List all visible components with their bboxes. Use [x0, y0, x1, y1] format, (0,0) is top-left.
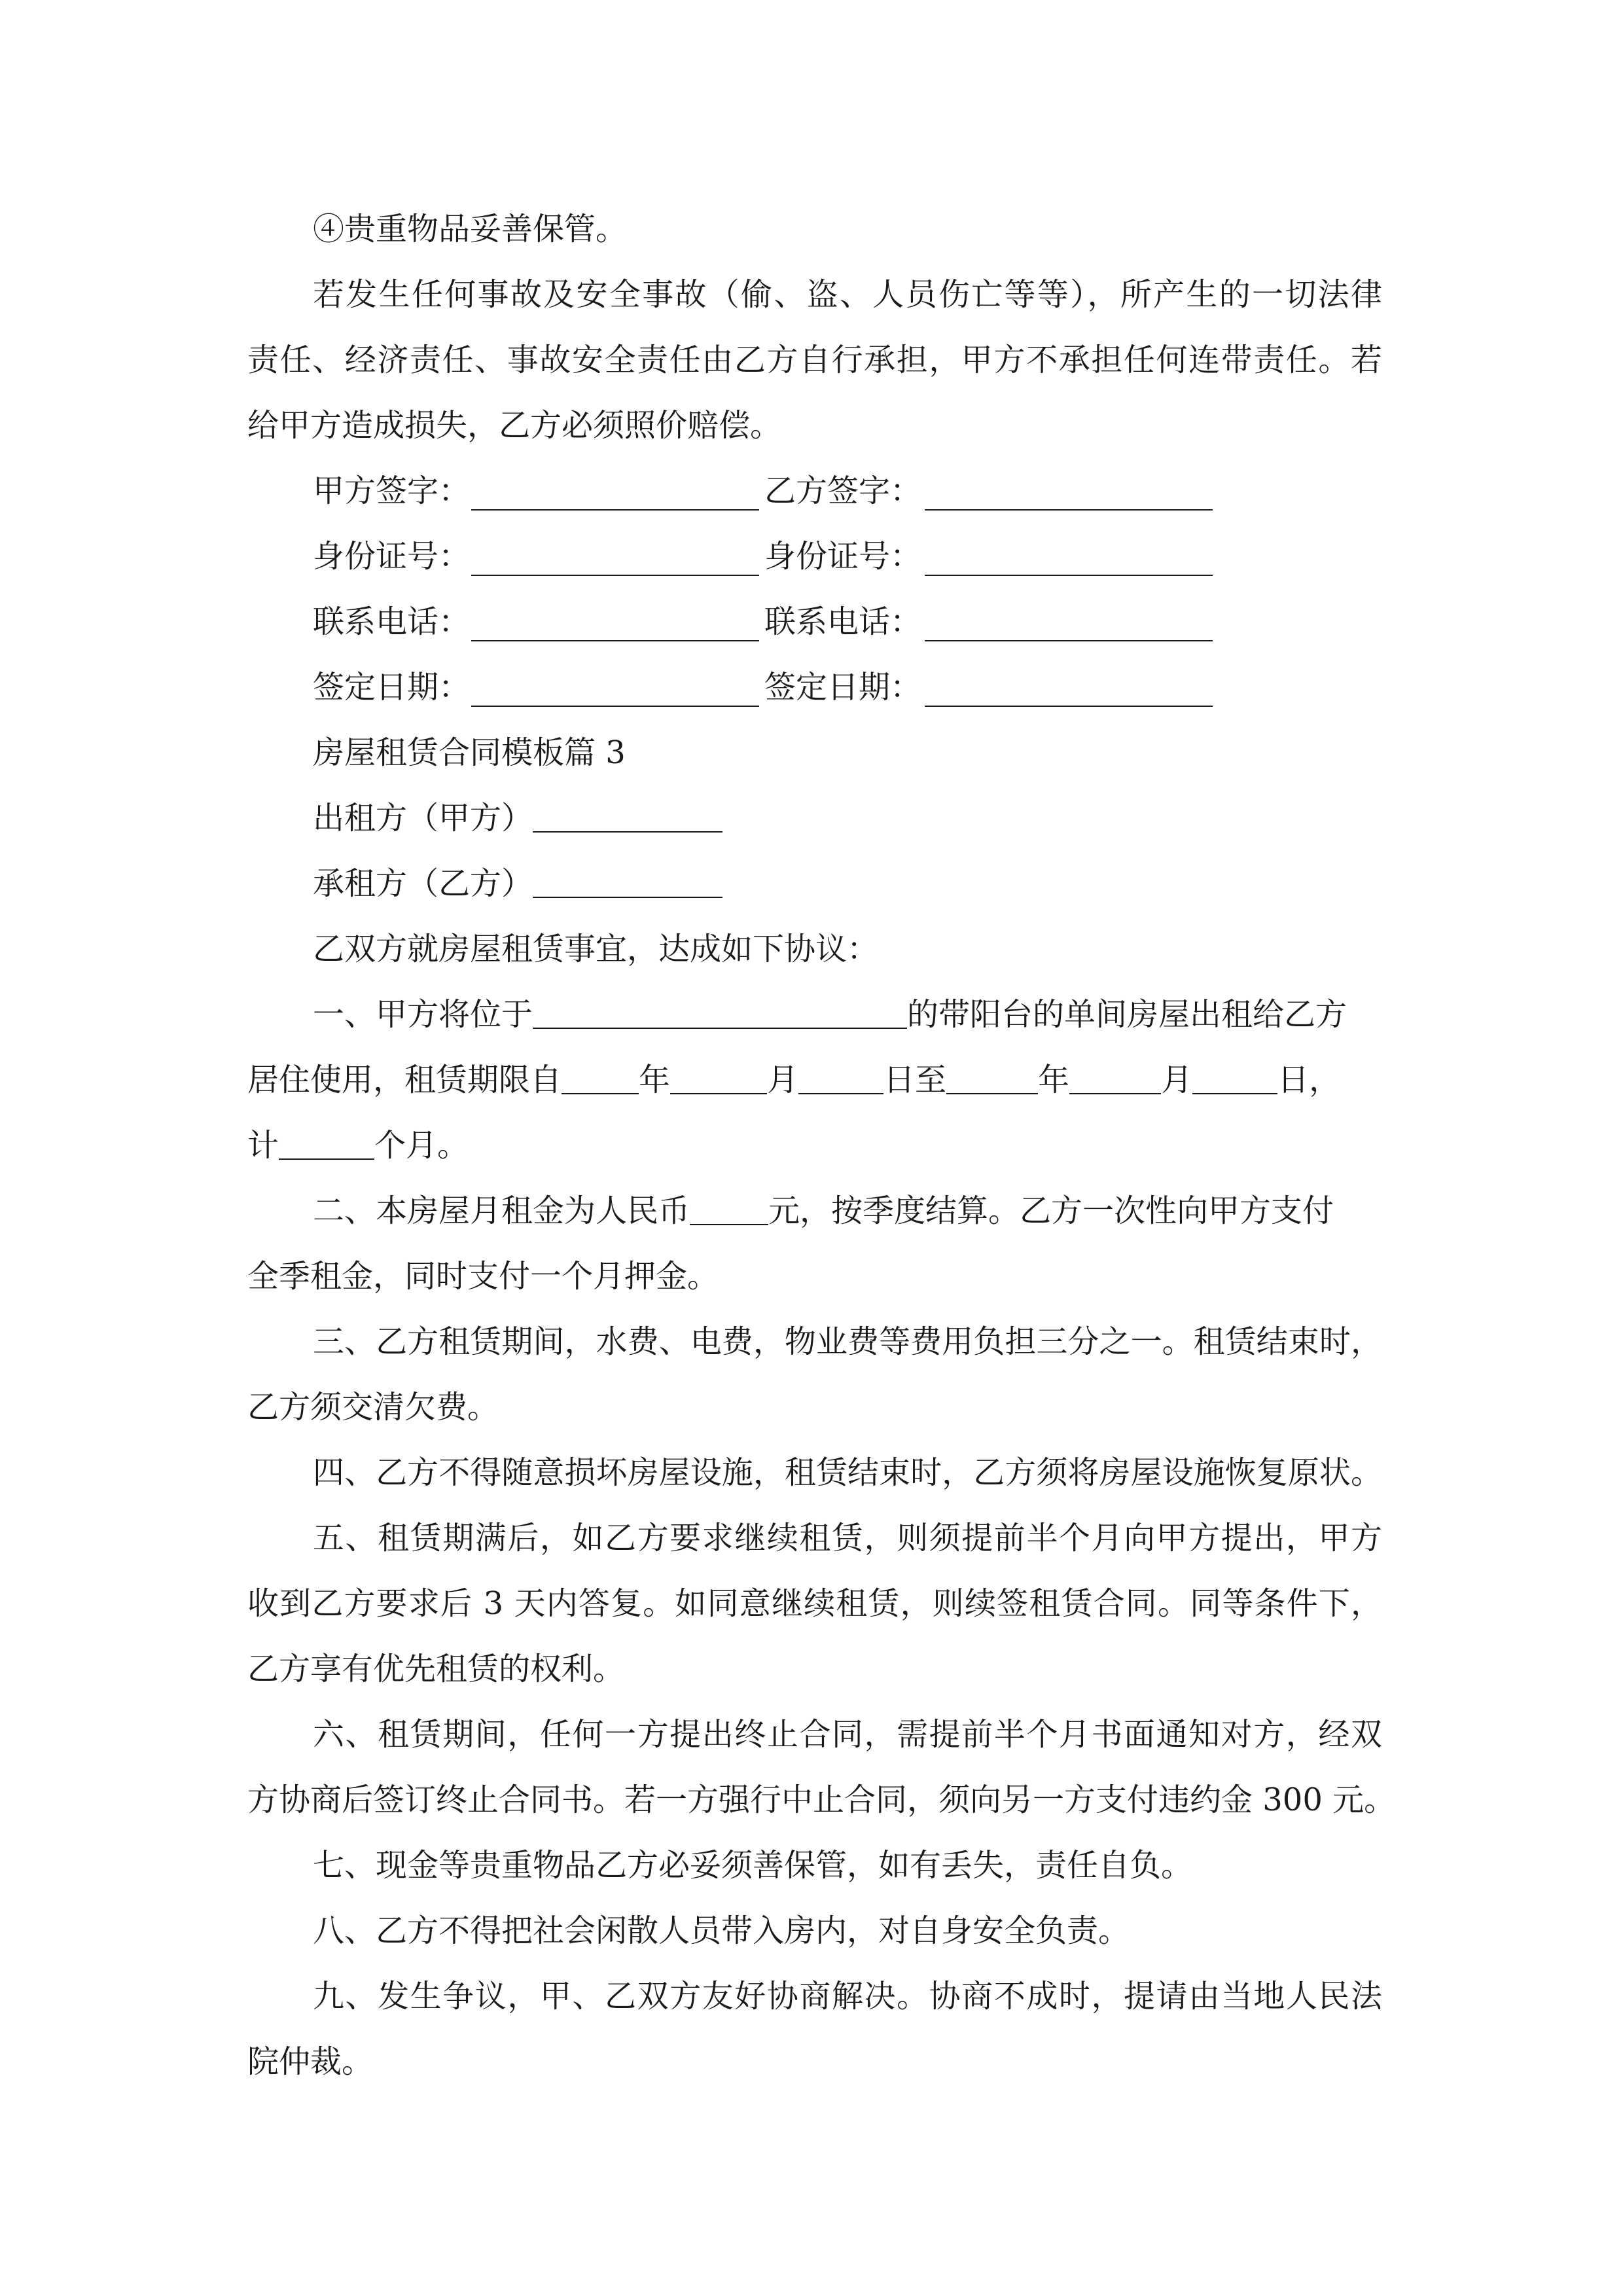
party-b-id-field[interactable]: [925, 575, 1213, 576]
end-day-field[interactable]: [1192, 1054, 1277, 1094]
total-months-field[interactable]: [279, 1119, 374, 1160]
party-a-phone-label: 联系电话：: [313, 603, 471, 640]
clause-4-line-1: 四、乙方不得随意损坏房屋设施，租赁结束时，乙方须将房屋设施恢复原状。: [313, 1454, 1382, 1491]
day-label: 日，: [1277, 1062, 1341, 1098]
clause-3-line-2: 乙方须交清欠费。: [247, 1389, 499, 1426]
party-a-id-field[interactable]: [471, 575, 759, 576]
clause-5-line-2: 收到乙方要求后 3 天内答复。如同意继续租赁，则续签租赁合同。同等条件下，: [247, 1585, 1382, 1622]
end-year-field[interactable]: [946, 1054, 1038, 1094]
party-a-id-label: 身份证号：: [313, 538, 471, 575]
year-label: 年: [1038, 1062, 1070, 1098]
party-b-date-field[interactable]: [925, 706, 1213, 707]
clause-8-line-1: 八、乙方不得把社会闲散人员带入房内，对自身安全负责。: [313, 1912, 1130, 1949]
property-address-field[interactable]: [533, 988, 907, 1029]
clause-6-line-2: 方协商后签订终止合同书。若一方强行中止合同，须向另一方支付违约金 300 元。: [247, 1782, 1396, 1818]
year-label: 年: [639, 1062, 671, 1098]
party-b-signature-field[interactable]: [925, 509, 1213, 511]
clause-1-text-a: 一、甲方将位于: [313, 996, 533, 1033]
month-label: 月: [767, 1062, 799, 1098]
monthly-rent-field[interactable]: [690, 1185, 768, 1225]
rent-label: 二、本房屋月租金为人民币: [313, 1193, 690, 1229]
party-a-signature-label: 甲方签字：: [313, 473, 471, 509]
item-4-line: ④贵重物品妥善保管。: [313, 211, 628, 247]
accident-clause-line-2: 责任、经济责任、事故安全责任由乙方自行承担，甲方不承担任何连带责任。若: [247, 342, 1382, 378]
accident-clause-line-1: 若发生任何事故及安全事故（偷、盗、人员伤亡等等），所产生的一切法律: [313, 276, 1382, 313]
start-month-field[interactable]: [670, 1054, 767, 1094]
clause-2-line-2: 全季租金，同时支付一个月押金。: [247, 1258, 719, 1295]
clause-2-line-1: [313, 1178, 1448, 1244]
party-b-phone-field[interactable]: [925, 640, 1213, 641]
clause-5-line-1: 五、租赁期满后，如乙方要求继续租赁，则须提前半个月向甲方提出，甲方: [313, 1520, 1382, 1556]
lessee-field[interactable]: [533, 857, 722, 898]
clause-7-line-1: 七、现金等贵重物品乙方必妥须善保管，如有丢失，责任自负。: [313, 1847, 1193, 1884]
party-a-date-label: 签定日期：: [313, 669, 471, 706]
accident-clause-line-3: 给甲方造成损失，乙方必须照价赔偿。: [247, 407, 782, 444]
party-b-signature-label: 乙方签字：: [764, 473, 922, 509]
clause-3-line-1: 三、乙方租赁期间，水费、电费，物业费等费用负担三分之一。租赁结束时，: [313, 1323, 1382, 1360]
total-label: 计: [247, 1127, 279, 1164]
clause-9-line-2: 院仲裁。: [247, 2043, 374, 2080]
lessor-row: [313, 785, 1448, 851]
start-day-field[interactable]: [798, 1054, 883, 1094]
day-to-label: 日至: [883, 1062, 947, 1098]
party-a-date-field[interactable]: [471, 706, 759, 707]
party-a-signature-field[interactable]: [471, 509, 759, 511]
months-label: 个月。: [374, 1127, 469, 1164]
rent-text: 元，按季度结算。乙方一次性向甲方支付: [768, 1193, 1334, 1229]
clause-1-line-1: [313, 982, 1448, 1047]
clause-1-line-3: [247, 1113, 1382, 1178]
start-year-field[interactable]: [562, 1054, 639, 1094]
lessee-row: [313, 851, 1448, 916]
party-b-date-label: 签定日期：: [764, 669, 922, 706]
clause-1-line-2: [247, 1047, 1382, 1113]
month-label: 月: [1161, 1062, 1193, 1098]
sign-date-row: [313, 655, 1448, 720]
clause-5-line-3: 乙方享有优先租赁的权利。: [247, 1651, 625, 1687]
party-b-phone-label: 联系电话：: [764, 603, 922, 640]
phone-row: [313, 589, 1448, 655]
end-month-field[interactable]: [1069, 1054, 1161, 1094]
section-title: 房屋租赁合同模板篇 3: [313, 734, 626, 771]
agreement-intro: 乙双方就房屋租赁事宜，达成如下协议：: [313, 931, 879, 967]
lessee-label: 承租方（乙方）: [313, 865, 533, 902]
clause-6-line-1: 六、租赁期间，任何一方提出终止合同，需提前半个月书面通知对方，经双: [313, 1716, 1382, 1753]
clause-1-text-b: 的带阳台的单间房屋出租给乙方: [907, 996, 1347, 1033]
id-number-row: [313, 524, 1448, 589]
party-a-phone-field[interactable]: [471, 640, 759, 641]
lease-period-label: 居住使用，租赁期限自: [247, 1062, 562, 1098]
signature-row: [313, 458, 1448, 524]
party-b-id-label: 身份证号：: [764, 538, 922, 575]
clause-9-line-1: 九、发生争议，甲、乙双方友好协商解决。协商不成时，提请由当地人民法: [313, 1978, 1382, 2015]
lessor-label: 出租方（甲方）: [313, 800, 533, 836]
lessor-field[interactable]: [533, 792, 722, 833]
